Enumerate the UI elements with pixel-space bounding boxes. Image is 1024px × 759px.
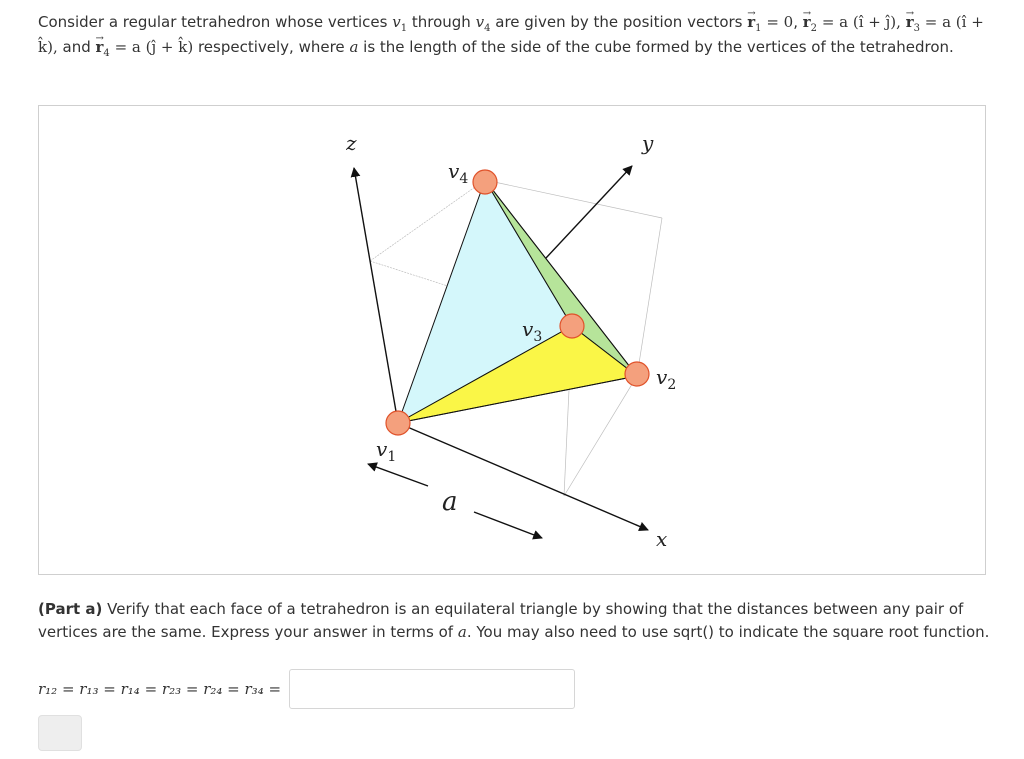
vector-r3: → r (906, 13, 914, 31)
math-sub: 4 (103, 47, 110, 59)
problem-statement: Consider a regular tetrahedron whose vertices $v_1$ through $v_4$ are given by the position vectors → $r_1 = 0$, → $r_2 = a$ (î + ĵ), → $r_3 = a$ (î + k̂), and → $r_4 = a$ (ĵ + k̂) respectively, where a is the length of the side of the cube formed by the vertices of the tetrahedron. (38, 10, 988, 59)
vector-value: = a (î + k̂), (38, 13, 984, 56)
problem-text: through (411, 13, 471, 31)
math-sub: 4 (484, 23, 491, 34)
part-a-question (38, 598, 998, 644)
part-a-text-end: . You may also need to use sqrt() to indicate the square root function. (466, 623, 990, 641)
problem-text: respectively, where (197, 37, 345, 56)
part-a-label: (Part a) (38, 600, 103, 618)
math-v: v (475, 13, 485, 31)
label-v3-sub: 3 (533, 329, 543, 345)
label-y: y (642, 131, 654, 155)
svg-text:v4 (448, 159, 468, 187)
vertex-v2 (625, 362, 649, 386)
label-v1: v (376, 437, 388, 461)
label-x: x (656, 527, 668, 550)
problem-text: Consider a regular tetrahedron whose vertices (38, 13, 388, 31)
label-v4: v (448, 159, 460, 183)
side-arrow-left (368, 464, 428, 486)
math-sub: 1 (400, 23, 408, 34)
label-v4-sub: 4 (459, 171, 469, 187)
math-sub: 2 (810, 23, 818, 34)
problem-text: are given by the position vectors (495, 13, 743, 31)
vertex-v3 (560, 314, 584, 338)
vector-value: = 0 (766, 13, 794, 31)
svg-text:v1 (376, 437, 396, 465)
svg-text:v2 (656, 365, 676, 393)
math-v: v (392, 13, 401, 31)
math-a: a (349, 37, 359, 56)
label-v1-sub: 1 (387, 449, 397, 465)
vector-value: = a (ĵ + k̂) (114, 37, 194, 56)
vertex-v4 (473, 170, 497, 194)
submit-button[interactable] (38, 715, 82, 751)
tetrahedron-figure (346, 128, 678, 550)
vector-value: = a (î + ĵ), (821, 13, 901, 31)
label-z: z (346, 131, 357, 155)
math-sub: 3 (913, 23, 920, 34)
x-axis (398, 423, 648, 530)
z-axis (354, 168, 398, 423)
vector-r1: → r (747, 13, 755, 31)
answer-row (38, 668, 575, 710)
label-v2-sub: 2 (667, 377, 677, 393)
y-axis (546, 166, 632, 258)
equation-label: r₁₂ = r₁₃ = r₁₄ = r₂₃ = r₂₄ = r₃₄ = (38, 680, 282, 698)
side-arrow-right (474, 512, 542, 538)
problem-text: and (62, 37, 91, 56)
label-a: a (442, 487, 458, 517)
part-a-text: Verify that each face of a tetrahedron is an equilateral triangle by showing that the distances between any pair of vertices are the same. Express your answer in terms of (38, 600, 964, 641)
vertex-v1 (386, 411, 410, 435)
label-v2: v (656, 365, 668, 389)
vector-r4: → r (96, 38, 104, 56)
answer-input[interactable] (289, 669, 575, 709)
vector-r2: → r (803, 13, 811, 31)
math-a: a (457, 623, 467, 641)
label-v3: v (522, 317, 534, 341)
math-sub: 1 (755, 23, 762, 34)
problem-text: is the length of the side of the cube formed by the vertices of the tetrahedron. (363, 37, 954, 56)
